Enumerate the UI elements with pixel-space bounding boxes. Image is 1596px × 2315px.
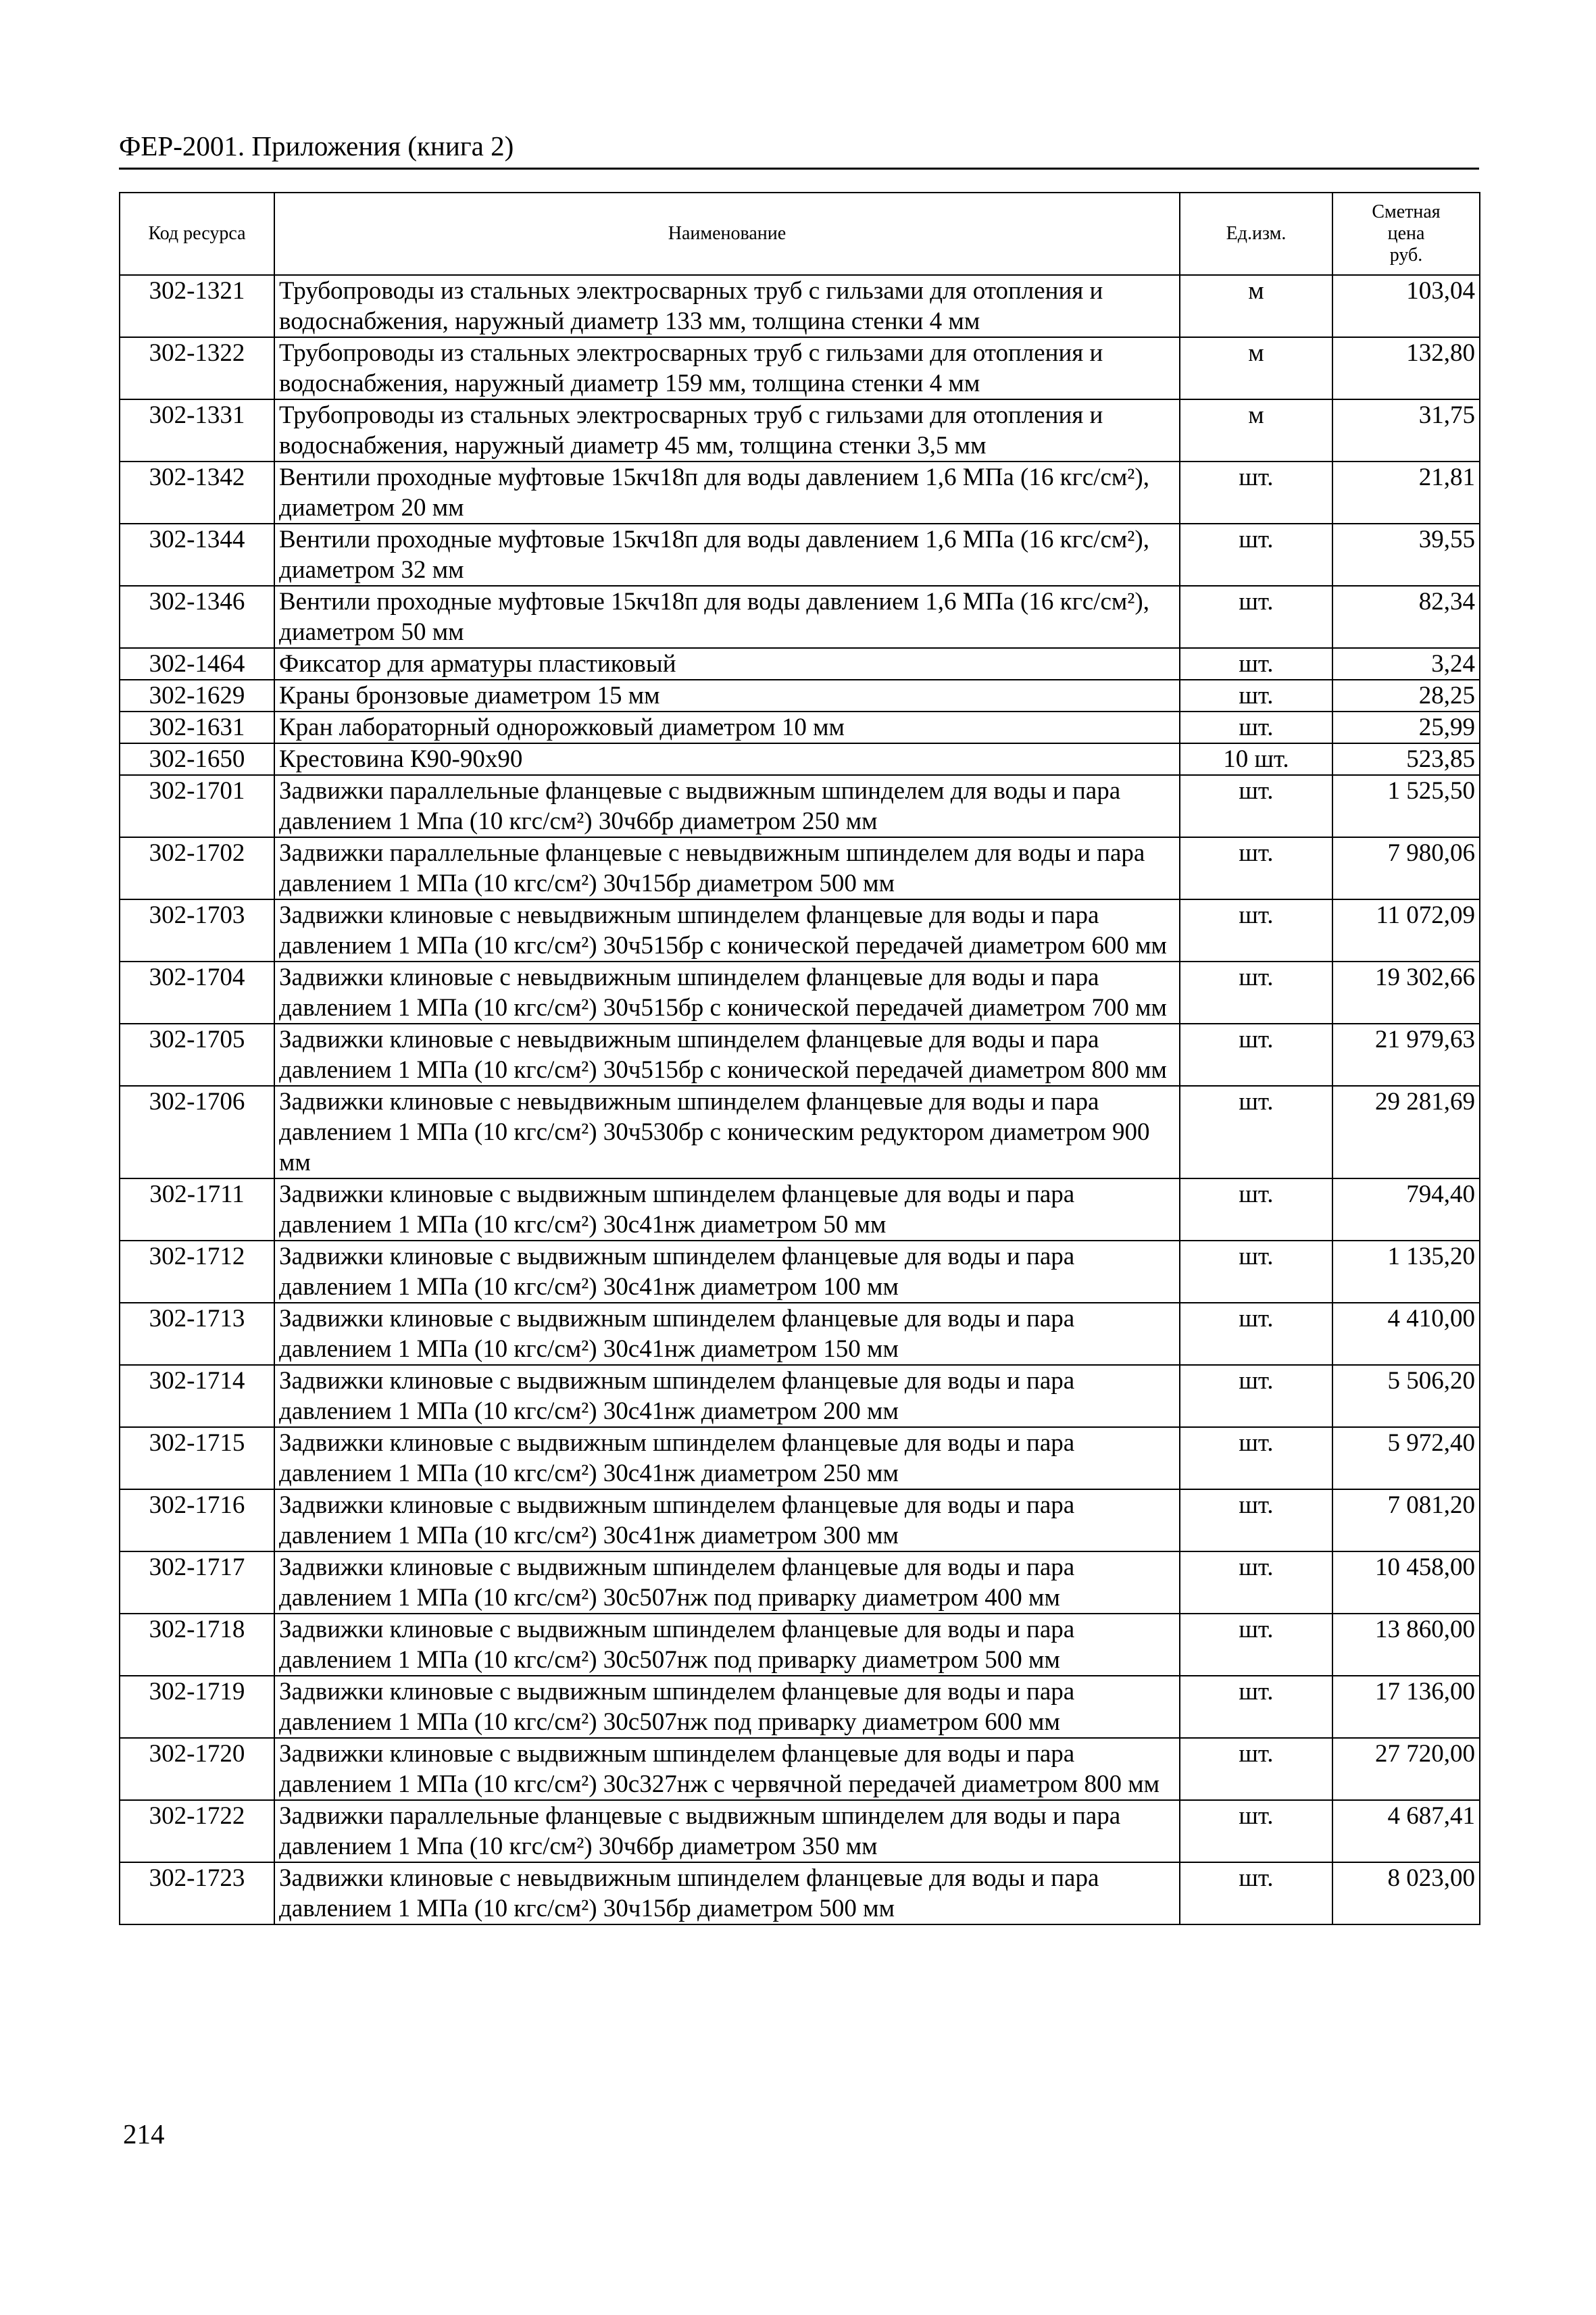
table-row (120, 399, 1480, 462)
price-cell: 1 135,20 (1332, 1241, 1480, 1303)
resource-name-cell: Задвижки параллельные фланцевые с выдвижным шпинделем для воды и пара давлением 1 Мпа (10 кгс/см²) 30ч6бр диаметром 350 мм (274, 1800, 1180, 1862)
unit-cell: шт. (1180, 648, 1332, 680)
resource-code-cell: 302-1701 (120, 775, 274, 837)
table-row (120, 275, 1480, 337)
resource-code-cell: 302-1346 (120, 586, 274, 648)
unit-cell: шт. (1180, 524, 1332, 586)
price-cell: 4 410,00 (1332, 1303, 1480, 1365)
table-row (120, 337, 1480, 399)
price-cell: 13 860,00 (1332, 1614, 1480, 1676)
unit-cell: шт. (1180, 1738, 1332, 1800)
price-cell: 794,40 (1332, 1178, 1480, 1241)
resource-code-cell: 302-1717 (120, 1551, 274, 1614)
price-cell: 82,34 (1332, 586, 1480, 648)
price-cell: 31,75 (1332, 399, 1480, 462)
resource-name-cell: Задвижки клиновые с невыдвижным шпинделем фланцевые для воды и пара давлением 1 МПа (10 кгс/см²) 30ч530бр с коническим редуктором диаметром 900 мм (274, 1086, 1180, 1178)
resource-code-cell: 302-1629 (120, 680, 274, 712)
unit-cell: шт. (1180, 1614, 1332, 1676)
table-row (120, 899, 1480, 962)
resource-name-cell: Задвижки клиновые с невыдвижным шпинделем фланцевые для воды и пара давлением 1 МПа (10 кгс/см²) 30ч515бр с конической передачей диаметром 800 мм (274, 1024, 1180, 1086)
resource-code-cell: 302-1704 (120, 962, 274, 1024)
resource-price-table (119, 192, 1480, 1925)
unit-cell: шт. (1180, 1241, 1332, 1303)
table-row (120, 1241, 1480, 1303)
resource-code-cell: 302-1650 (120, 743, 274, 775)
resource-name-cell: Вентили проходные муфтовые 15кч18п для воды давлением 1,6 МПа (16 кгс/см²), диаметром 50 мм (274, 586, 1180, 648)
table-row (120, 648, 1480, 680)
price-cell: 523,85 (1332, 743, 1480, 775)
price-cell: 21 979,63 (1332, 1024, 1480, 1086)
price-cell: 3,24 (1332, 648, 1480, 680)
unit-cell: шт. (1180, 1024, 1332, 1086)
resource-code-cell: 302-1719 (120, 1676, 274, 1738)
price-cell: 27 720,00 (1332, 1738, 1480, 1800)
price-cell: 28,25 (1332, 680, 1480, 712)
resource-code-cell: 302-1716 (120, 1489, 274, 1551)
unit-cell: шт. (1180, 837, 1332, 899)
price-cell: 19 302,66 (1332, 962, 1480, 1024)
column-header-code: Код ресурса (120, 193, 274, 275)
column-header-name: Наименование (274, 193, 1180, 275)
unit-cell: шт. (1180, 1800, 1332, 1862)
price-cell: 4 687,41 (1332, 1800, 1480, 1862)
unit-cell: шт. (1180, 680, 1332, 712)
resource-name-cell: Кран лабораторный однорожковый диаметром 10 мм (274, 712, 1180, 743)
table-row (120, 462, 1480, 524)
column-header-price-line3: руб. (1389, 245, 1423, 266)
resource-code-cell: 302-1702 (120, 837, 274, 899)
unit-cell: шт. (1180, 1178, 1332, 1241)
resource-name-cell: Задвижки клиновые с невыдвижным шпинделем фланцевые для воды и пара давлением 1 МПа (10 кгс/см²) 30ч515бр с конической передачей диаметром 700 мм (274, 962, 1180, 1024)
resource-code-cell: 302-1331 (120, 399, 274, 462)
resource-code-cell: 302-1342 (120, 462, 274, 524)
price-cell: 10 458,00 (1332, 1551, 1480, 1614)
table-row (120, 775, 1480, 837)
unit-cell: шт. (1180, 1489, 1332, 1551)
table-row (120, 1365, 1480, 1427)
price-cell: 5 972,40 (1332, 1427, 1480, 1489)
table-row (120, 1676, 1480, 1738)
resource-name-cell: Вентили проходные муфтовые 15кч18п для воды давлением 1,6 МПа (16 кгс/см²), диаметром 20 мм (274, 462, 1180, 524)
price-cell: 7 980,06 (1332, 837, 1480, 899)
table-row (120, 1489, 1480, 1551)
table-row (120, 1427, 1480, 1489)
table-row (120, 1086, 1480, 1178)
resource-name-cell: Задвижки клиновые с выдвижным шпинделем фланцевые для воды и пара давлением 1 МПа (10 кгс/см²) 30с41нж диаметром 50 мм (274, 1178, 1180, 1241)
table-row (120, 1024, 1480, 1086)
resource-name-cell: Задвижки клиновые с выдвижным шпинделем фланцевые для воды и пара давлением 1 МПа (10 кгс/см²) 30с41нж диаметром 300 мм (274, 1489, 1180, 1551)
table-row (120, 1303, 1480, 1365)
resource-name-cell: Задвижки клиновые с невыдвижным шпинделем фланцевые для воды и пара давлением 1 МПа (10 кгс/см²) 30ч15бр диаметром 500 мм (274, 1862, 1180, 1924)
resource-name-cell: Задвижки клиновые с выдвижным шпинделем фланцевые для воды и пара давлением 1 МПа (10 кгс/см²) 30с507нж под приварку диаметром 600 мм (274, 1676, 1180, 1738)
table-row (120, 524, 1480, 586)
resource-code-cell: 302-1714 (120, 1365, 274, 1427)
resource-code-cell: 302-1711 (120, 1178, 274, 1241)
price-cell: 21,81 (1332, 462, 1480, 524)
table-body (120, 275, 1480, 1924)
price-cell: 7 081,20 (1332, 1489, 1480, 1551)
price-cell: 132,80 (1332, 337, 1480, 399)
resource-code-cell: 302-1321 (120, 275, 274, 337)
column-header-price-line2: цена (1387, 223, 1425, 244)
column-header-price-line1: Сметная (1372, 201, 1441, 222)
resource-code-cell: 302-1703 (120, 899, 274, 962)
table-row (120, 1551, 1480, 1614)
table-row (120, 586, 1480, 648)
table-row (120, 1800, 1480, 1862)
unit-cell: шт. (1180, 1365, 1332, 1427)
resource-name-cell: Фиксатор для арматуры пластиковый (274, 648, 1180, 680)
resource-name-cell: Задвижки клиновые с невыдвижным шпинделем фланцевые для воды и пара давлением 1 МПа (10 кгс/см²) 30ч515бр с конической передачей диаметром 600 мм (274, 899, 1180, 962)
unit-cell: шт. (1180, 1676, 1332, 1738)
table-row (120, 1614, 1480, 1676)
unit-cell: шт. (1180, 586, 1332, 648)
price-cell: 39,55 (1332, 524, 1480, 586)
table-header-row (120, 193, 1480, 275)
unit-cell: шт. (1180, 962, 1332, 1024)
unit-cell: шт. (1180, 1427, 1332, 1489)
unit-cell: шт. (1180, 899, 1332, 962)
resource-name-cell: Задвижки клиновые с выдвижным шпинделем фланцевые для воды и пара давлением 1 МПа (10 кгс/см²) 30с507нж под приварку диаметром 500 мм (274, 1614, 1180, 1676)
page-header-title: ФЕР-2001. Приложения (книга 2) (119, 130, 514, 161)
resource-code-cell: 302-1718 (120, 1614, 274, 1676)
resource-name-cell: Трубопроводы из стальных электросварных труб с гильзами для отопления и водоснабжения, наружный диаметр 133 мм, толщина стенки 4 мм (274, 275, 1180, 337)
table-row (120, 1178, 1480, 1241)
resource-name-cell: Задвижки клиновые с выдвижным шпинделем фланцевые для воды и пара давлением 1 МПа (10 кгс/см²) 30с41нж диаметром 150 мм (274, 1303, 1180, 1365)
resource-code-cell: 302-1723 (120, 1862, 274, 1924)
column-header-unit: Ед.изм. (1180, 193, 1332, 275)
table-row (120, 1862, 1480, 1924)
resource-name-cell: Вентили проходные муфтовые 15кч18п для воды давлением 1,6 МПа (16 кгс/см²), диаметром 32 мм (274, 524, 1180, 586)
resource-code-cell: 302-1722 (120, 1800, 274, 1862)
table-row (120, 962, 1480, 1024)
price-cell: 25,99 (1332, 712, 1480, 743)
price-cell: 8 023,00 (1332, 1862, 1480, 1924)
table-row (120, 712, 1480, 743)
price-cell: 5 506,20 (1332, 1365, 1480, 1427)
header-rule (119, 168, 1479, 170)
resource-code-cell: 302-1715 (120, 1427, 274, 1489)
resource-code-cell: 302-1712 (120, 1241, 274, 1303)
unit-cell: шт. (1180, 775, 1332, 837)
resource-name-cell: Задвижки клиновые с выдвижным шпинделем фланцевые для воды и пара давлением 1 МПа (10 кгс/см²) 30с327нж с червячной передачей диаметром 800 мм (274, 1738, 1180, 1800)
resource-code-cell: 302-1720 (120, 1738, 274, 1800)
unit-cell: шт. (1180, 1862, 1332, 1924)
page-number: 214 (123, 2118, 165, 2149)
resource-name-cell: Задвижки клиновые с выдвижным шпинделем фланцевые для воды и пара давлением 1 МПа (10 кгс/см²) 30с41нж диаметром 100 мм (274, 1241, 1180, 1303)
column-header-price (1332, 193, 1480, 275)
price-cell: 29 281,69 (1332, 1086, 1480, 1178)
resource-name-cell: Задвижки клиновые с выдвижным шпинделем фланцевые для воды и пара давлением 1 МПа (10 кгс/см²) 30с41нж диаметром 250 мм (274, 1427, 1180, 1489)
unit-cell: шт. (1180, 462, 1332, 524)
unit-cell: шт. (1180, 1303, 1332, 1365)
unit-cell: шт. (1180, 712, 1332, 743)
resource-name-cell: Трубопроводы из стальных электросварных труб с гильзами для отопления и водоснабжения, наружный диаметр 45 мм, толщина стенки 3,5 мм (274, 399, 1180, 462)
resource-code-cell: 302-1344 (120, 524, 274, 586)
resource-code-cell: 302-1706 (120, 1086, 274, 1178)
unit-cell: шт. (1180, 1086, 1332, 1178)
resource-code-cell: 302-1713 (120, 1303, 274, 1365)
unit-cell: м (1180, 399, 1332, 462)
table-row (120, 743, 1480, 775)
resource-name-cell: Крестовина К90-90х90 (274, 743, 1180, 775)
resource-name-cell: Краны бронзовые диаметром 15 мм (274, 680, 1180, 712)
table-row (120, 680, 1480, 712)
resource-name-cell: Задвижки параллельные фланцевые с невыдвижным шпинделем для воды и пара давлением 1 МПа (10 кгс/см²) 30ч15бр диаметром 500 мм (274, 837, 1180, 899)
unit-cell: м (1180, 337, 1332, 399)
table-row (120, 1738, 1480, 1800)
unit-cell: м (1180, 275, 1332, 337)
resource-code-cell: 302-1631 (120, 712, 274, 743)
unit-cell: 10 шт. (1180, 743, 1332, 775)
resource-name-cell: Трубопроводы из стальных электросварных труб с гильзами для отопления и водоснабжения, наружный диаметр 159 мм, толщина стенки 4 мм (274, 337, 1180, 399)
resource-name-cell: Задвижки клиновые с выдвижным шпинделем фланцевые для воды и пара давлением 1 МПа (10 кгс/см²) 30с507нж под приварку диаметром 400 мм (274, 1551, 1180, 1614)
resource-name-cell: Задвижки параллельные фланцевые с выдвижным шпинделем для воды и пара давлением 1 Мпа (10 кгс/см²) 30ч6бр диаметром 250 мм (274, 775, 1180, 837)
resource-name-cell: Задвижки клиновые с выдвижным шпинделем фланцевые для воды и пара давлением 1 МПа (10 кгс/см²) 30с41нж диаметром 200 мм (274, 1365, 1180, 1427)
resource-code-cell: 302-1705 (120, 1024, 274, 1086)
unit-cell: шт. (1180, 1551, 1332, 1614)
price-cell: 1 525,50 (1332, 775, 1480, 837)
price-cell: 11 072,09 (1332, 899, 1480, 962)
resource-code-cell: 302-1322 (120, 337, 274, 399)
price-cell: 103,04 (1332, 275, 1480, 337)
resource-code-cell: 302-1464 (120, 648, 274, 680)
table-row (120, 837, 1480, 899)
price-cell: 17 136,00 (1332, 1676, 1480, 1738)
